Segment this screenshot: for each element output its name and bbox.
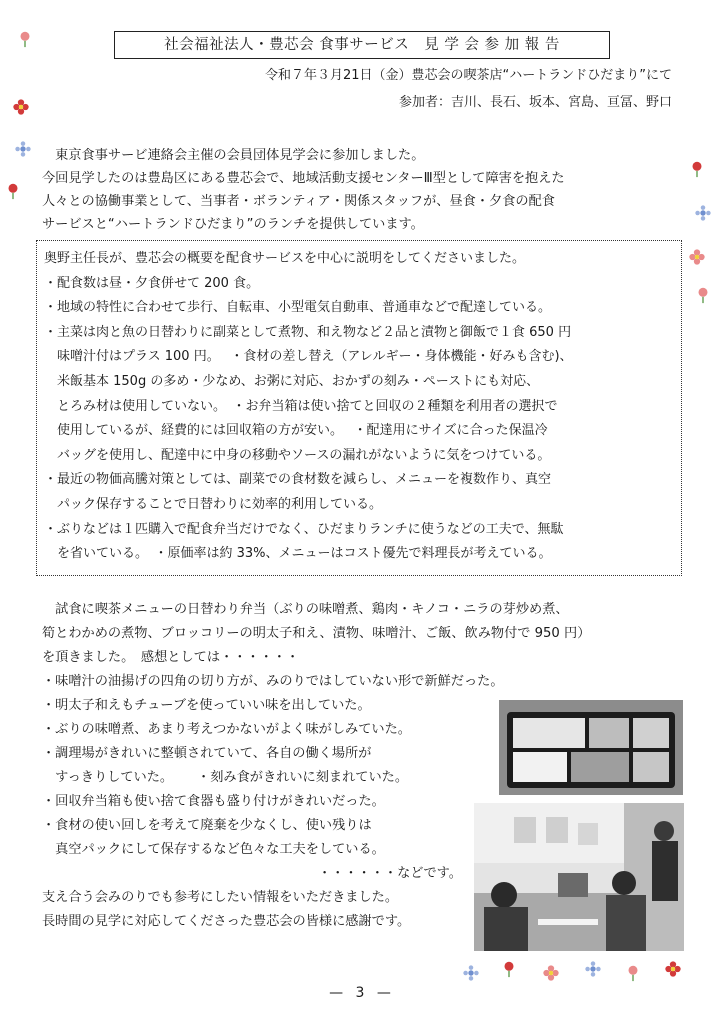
flower-icon [14,140,32,158]
flower-icon [664,960,682,978]
overview-line: 味噌汁付はプラス 100 円。 ・食材の差し替え（アレルギー・身体機能・好みも含む)、 [44,349,573,365]
dining-room-photo [474,803,684,951]
overview-line: ・最近の物価高騰対策としては、副菜での食材数を減らし、メニューを複数作り、真空 [44,472,552,488]
overview-content [44,247,573,567]
flower-icon [624,964,642,982]
overview-line: バッグを使用し、配達中に中身の移動やソースの漏れがないように気をつけている。 [44,447,551,463]
tasting-line: すっきりしていた。 ・刻み食がきれいに刻まれていた。 [42,770,409,785]
tasting-line: 真空パックにして保存するなど色々な工夫をしている。 [42,842,385,857]
tasting-line: ・調理場がきれいに整頓されていて、各自の働く場所が [42,746,372,761]
overview-line: 奥野主任長が、豊芯会の概要を配食サービスを中心に説明をしてくださいました。 [44,251,526,266]
tasting-line: ・回収弁当箱も使い捨て食器も盛り付けがきれいだった。 [42,794,385,809]
intro-line: 人々との協働事業として、当事者・ボランティア・関係スタッフが、昼食・夕食の配食 [42,194,555,209]
report-title: 社会福祉法人・豊芯会 食事サービス 見 学 会 参 加 報 告 [114,31,610,59]
flower-icon [12,98,30,116]
flower-icon [500,960,518,978]
intro-paragraph [42,144,565,236]
overview-line: 使用しているが、経費的には回収箱の方が安い。 ・配達用にサイズに合った保温冷 [44,423,548,439]
tasting-line: 筍とわかめの煮物、ブロッコリーの明太子和え、漬物、味噌汁、ご飯、飲み物付で 950 円） [42,626,591,641]
flower-icon [542,964,560,982]
flower-icon [688,160,706,178]
overview-line: ・ぶりなどは１匹購入で配食弁当だけでなく、ひだまりランチに使うなどの工夫で、無駄 [44,521,564,537]
flower-icon [16,30,34,48]
intro-line: サービスと“ハートランドひだまり”のランチを提供しています。 [42,217,424,232]
tasting-line: ・明太子和えもチューブを使っていい味を出していた。 [42,698,371,713]
tasting-line: ・ぶりの味噌煮、あまり考えつかないがよく味がしみていた。 [42,722,411,737]
overview-line: ・主菜は肉と魚の日替わりに副菜として煮物、和え物など２品と漬物と御飯で１食 650 円 [44,324,572,340]
overview-line: とろみ材は使用していない。 ・お弁当箱は使い捨てと回収の２種類を利用者の選択で [44,398,558,414]
tasting-line: を頂きました。 感想としては・・・・・・ [42,650,300,665]
tasting-line: ・味噌汁の油揚げの四角の切り方が、みのりではしていない形で新鮮だった。 [42,674,504,689]
flower-icon [462,964,480,982]
tasting-line: 試食に喫茶メニューの日替わり弁当（ぶりの味噌煮、鶏肉・キノコ・ニラの芽炒め煮、 [42,602,569,617]
overview-line: パック保存することで日替わりに効率的利用している。 [44,496,383,512]
visit-date-location: 令和７年３月21日（金）豊芯会の喫茶店“ハートランドひだまり”にて [264,68,672,83]
intro-line: 東京食事サービ連絡会主催の会員団体見学会に参加しました。 [42,148,425,163]
attendees-list: 参加者：吉川、長石、坂本、宮島、亘冨、野口 [398,95,672,110]
page-number: — 3 — [329,985,395,1001]
flower-icon [694,204,712,222]
overview-line: 米飯基本 150g の多め・少なめ、お粥に対応、おかずの刻み・ペーストにも対応、 [44,373,540,389]
tasting-line: ・食材の使い回しを考えて廃棄を少なくし、使い残りは [42,818,372,833]
flower-icon [688,248,706,266]
flower-icon [694,286,712,304]
flower-icon [584,960,602,978]
tasting-closing-dots: ・・・・・・などです。 [317,866,462,881]
overview-line: を省いている。 ・原価率は約 33%、メニューはコスト優先で料理長が考えている。 [44,546,552,562]
overview-line: ・地域の特性に合わせて歩行、自転車、小型電気自動車、普通車などで配達している。 [44,300,552,316]
intro-line: 今回見学したのは豊島区にある豊芯会で、地域活動支援センターⅢ型として障害を抱えた [42,171,565,186]
flower-icon [4,182,22,200]
tasting-line: 長時間の見学に対応してくださった豊芯会の皆様に感謝です。 [42,914,411,929]
tasting-line: 支え合う会みのりでも参考にしたい情報をいただきました。 [42,890,399,905]
overview-line: ・配食数は昼・夕食併せて 200 食。 [44,275,260,291]
bento-photo [499,700,683,795]
